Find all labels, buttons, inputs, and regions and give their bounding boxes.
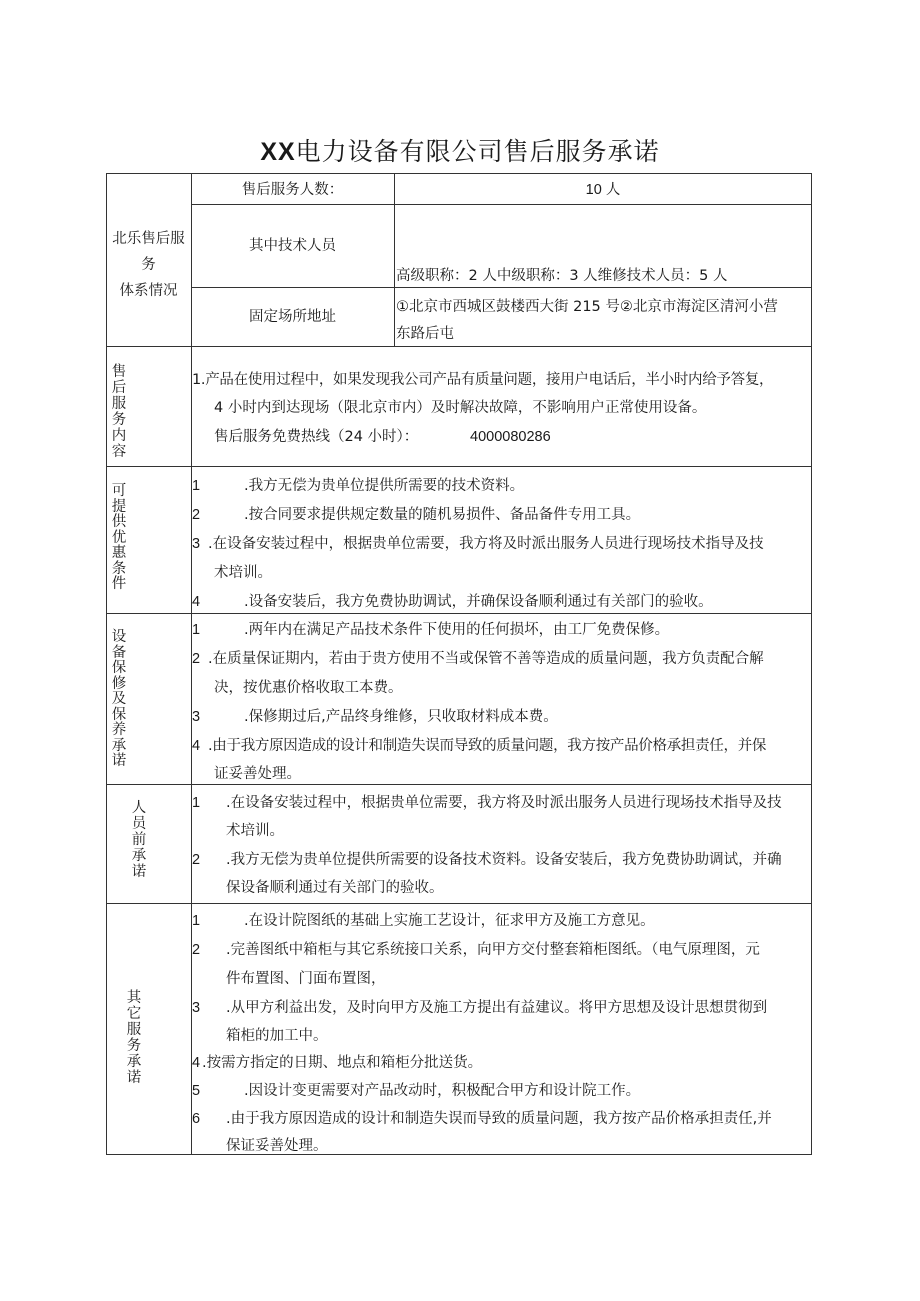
preferential-item-2: .按合同要求提供规定数量的随机易损件、备品备件专用工具。 [244,507,641,523]
other-item-3-cont: 箱柜的加工中。 [226,1028,328,1044]
section-divider [106,346,812,347]
item-number: 4 [192,594,201,610]
address-line1: ①北京市西城区鼓楼西大街 215 号②北京市海淀区清河小营 [396,299,778,315]
preferential-item-1: .我方无偿为贵单位提供所需要的技术资料。 [244,478,525,494]
hotline-label: 售后服务免费热线（24 小时）： [214,429,419,445]
item-number: 1 [192,478,201,494]
hotline-number: 4000080286 [470,429,551,445]
other-item-2: .完善图纸中箱柜与其它系统接口关系，向甲方交付整套箱柜图纸。（电气原理图，元 [226,942,760,958]
item-number: 1 [192,622,201,638]
warranty-item-4-cont: 证妥善处理。 [214,766,301,782]
preferential-item-3: .在设备安装过程中，根据贵单位需要，我方将及时派出服务人员进行现场技术指导及技 [208,536,764,552]
other-item-6-cont: 保证妥善处理。 [226,1138,328,1154]
item-number: 3 [192,536,201,552]
warranty-item-2: .在质量保证期内，若由于贵方使用不当或保管不善等造成的质量问题，我方负责配合解 [208,651,764,667]
item-number: 2 [192,942,201,958]
warranty-item-1: .两年内在满足产品技术条件下使用的任何损坏，由工厂免费保修。 [244,622,670,638]
preferential-item-4: .设备安装后，我方免费协助调试，并确保设备顺利通过有关部门的验收。 [244,594,713,610]
staff-count-value: 10 人 [585,182,621,198]
title-main: 电力设备有限公司售后服务承诺 [295,137,660,166]
warranty-item-2-cont: 决，按优惠价格收取工本费。 [214,680,403,696]
other-item-5: .因设计变更需要对产品改动时，积极配合甲方和设计院工作。 [244,1083,641,1099]
page-title [0,132,920,168]
personnel-item-2: .我方无偿为贵单位提供所需要的设备技术资料。设备安装后，我方免费协助调试，并确 [226,852,782,868]
item-number: 1 [192,913,201,929]
section-divider [106,613,812,614]
warranty-label: 设备保修及保养承诺 [111,629,127,769]
row-divider [191,287,812,288]
personnel-item-1: .在设备安装过程中，根据贵单位需要，我方将及时派出服务人员进行现场技术指导及技 [226,795,782,811]
row-divider [191,204,812,205]
label-line: 北乐售后服 [112,231,185,247]
tech-staff-label: 其中技术人员 [249,238,336,254]
label-line: 体系情况 [119,283,178,299]
other-item-3: .从甲方利益出发，及时向甲方及施工方提出有益建议。将甲方思想及设计思想贯彻到 [226,1000,768,1016]
other-item-6: .由于我方原因造成的设计和制造失误而导致的质量问题，我方按产品价格承担责任,并 [226,1111,772,1127]
item-number: 2 [192,852,201,868]
item-number: 3 [192,709,201,725]
item-number: 4 [192,1055,201,1071]
preferential-label: 可提供优惠条件 [111,483,127,592]
other-label: 其它服务承诺 [126,990,142,1086]
item-number: 2 [192,507,201,523]
item-number: 2 [192,651,201,667]
beijing-section-label [106,226,191,304]
service-content-label: 售后服务内容 [111,364,127,460]
warranty-item-4: .由于我方原因造成的设计和制造失误而导致的质量问题，我方按产品价格承担责任，并保 [208,738,767,754]
preferential-item-3-cont: 术培训。 [214,565,272,581]
address-label: 固定场所地址 [249,309,336,325]
item-number: 6 [192,1111,201,1127]
service-content-line1: 1.产品在使用过程中，如果发现我公司产品有质量问题，接用户电话后，半小时内给予答复， [192,372,774,388]
label-line: 务 [141,257,156,273]
personnel-label: 人员前承诺 [131,800,147,880]
section-divider [106,784,812,785]
item-number: 4 [192,738,201,754]
personnel-item-2-cont: 保设备顺利通过有关部门的验收。 [226,880,444,896]
tech-staff-value: 高级职称：2 人中级职称：3 人维修技术人员：5 人 [396,268,728,284]
staff-count-label: 售后服务人数： [241,182,344,198]
personnel-item-1-cont: 术培训。 [226,823,284,839]
other-item-1: .在设计院图纸的基础上实施工艺设计，征求甲方及施工方意见。 [244,913,655,929]
service-content-line2: 4 小时内到达现场（限北京市内）及时解决故障，不影响用户正常使用设备。 [214,400,707,416]
item-number: 5 [192,1083,201,1099]
other-item-2-cont: 件布置图、门面布置图， [226,971,386,987]
address-line2: 东路后屯 [396,326,454,342]
warranty-item-3: .保修期过后,产品终身维修，只收取材料成本费。 [244,709,558,725]
item-number: 1 [192,795,201,811]
section-divider [106,466,812,467]
other-item-4: .按需方指定的日期、地点和箱柜分批送货。 [202,1055,483,1071]
title-prefix: XX [260,138,296,166]
item-number: 3 [192,1000,201,1016]
section-divider [106,903,812,904]
